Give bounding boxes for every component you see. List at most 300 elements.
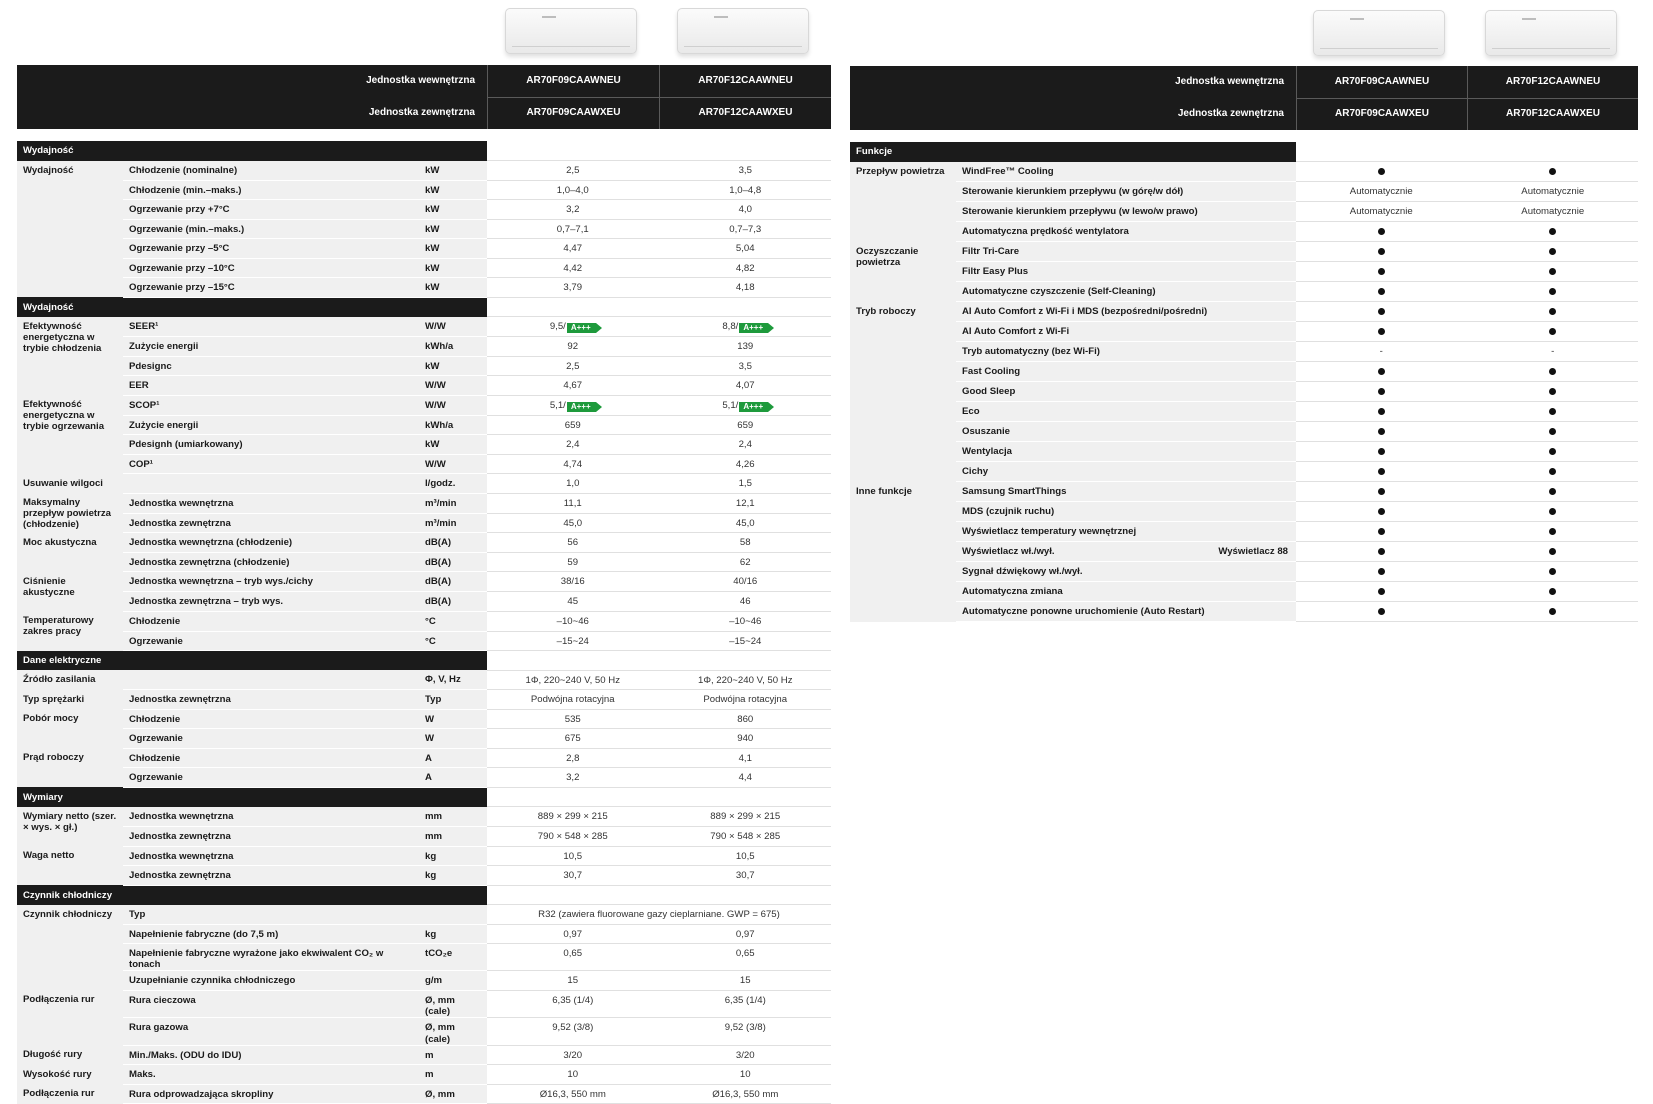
feature-row: [850, 422, 1638, 442]
spec-unit: g/m: [419, 971, 487, 991]
spec-name: Maks.: [123, 1065, 419, 1085]
spec-name: Rura cieczowa: [123, 990, 419, 1017]
feature-label: Automatyczne czyszczenie (Self-Cleaning): [962, 286, 1156, 297]
spec-value-model-2: [659, 239, 831, 259]
spec-group-label: Wydajność: [17, 161, 123, 298]
feature-name: [956, 162, 1296, 182]
spec-value-model-1: [487, 1018, 659, 1045]
available-dot-icon: [1378, 508, 1385, 515]
spec-name: Napełnienie fabryczne (do 7,5 m): [123, 924, 419, 944]
feature-value-model-2: [1467, 462, 1638, 482]
spec-group-label: Wymiary netto (szer. × wys. × gł.): [17, 807, 123, 847]
spec-value: 10,5: [735, 850, 755, 862]
feature-value-model-1: [1296, 282, 1467, 302]
spec-name: Jednostka zewnętrzna: [123, 513, 419, 533]
spec-value: 860: [737, 713, 754, 725]
spec-value: 58: [739, 537, 751, 548]
section-title: Dane elektryczne: [17, 651, 487, 671]
spec-name: Zużycie energii: [123, 337, 419, 357]
spec-unit: [419, 905, 487, 925]
feature-name: [956, 542, 1296, 562]
indoor-model-right-2: AR70F12CAAWNEU: [1467, 66, 1638, 98]
feature-row: [850, 182, 1638, 202]
spec-value: 4,07: [735, 380, 755, 391]
spec-value-model-1: [487, 415, 659, 435]
spec-group-label: Prąd roboczy: [17, 748, 123, 787]
spec-value-model-1: [487, 971, 659, 991]
spec-unit: W/W: [419, 317, 487, 337]
spec-value: 6,35 (1/4): [724, 994, 766, 1006]
spec-value-model-2: [659, 493, 831, 513]
spec-row: [17, 1065, 831, 1085]
feature-value-model-1: [1296, 382, 1467, 402]
feature-label: Automatyczna zmiana: [962, 586, 1063, 597]
feature-row: [850, 222, 1638, 242]
spec-value: 2,4: [738, 439, 752, 450]
available-dot-icon: [1378, 448, 1385, 455]
spec-value-model-2: [659, 990, 831, 1017]
feature-value-model-2: [1467, 502, 1638, 522]
available-dot-icon: [1378, 248, 1385, 255]
spec-value: 790 × 548 × 285: [710, 831, 781, 842]
spec-group-label: Długość rury: [17, 1045, 123, 1065]
feature-value-model-1: [1296, 322, 1467, 342]
feature-value-model-1: [1296, 342, 1467, 362]
spec-name: Typ: [123, 905, 419, 925]
feature-name: [956, 362, 1296, 382]
feature-value-model-2: [1467, 522, 1638, 542]
spec-group-label: Podłączenia rur: [17, 1084, 123, 1104]
feature-row: [850, 442, 1638, 462]
spec-value: 0,65: [735, 948, 755, 959]
spec-value: 0,7–7,3: [729, 223, 762, 235]
spec-value: 12,1: [735, 497, 755, 509]
spec-value: 4,47: [563, 243, 583, 254]
spec-value: 2,5: [566, 360, 580, 372]
spec-value-model-1: [487, 552, 659, 572]
spec-unit: kg: [419, 866, 487, 886]
feature-row: [850, 262, 1638, 282]
feature-name: [956, 182, 1296, 202]
spec-value: 4,67: [563, 380, 583, 391]
spec-value-model-2: [659, 611, 831, 631]
spec-unit: kg: [419, 924, 487, 944]
feature-value: Automatycznie: [1349, 206, 1413, 217]
feature-label: Tryb automatyczny (bez Wi-Fi): [962, 346, 1100, 357]
spec-name: Jednostka wewnętrzna – tryb wys./cichy: [123, 572, 419, 592]
spec-name: Napełnienie fabryczne wyrażone jako ekwiwalent CO₂ w tonach: [123, 944, 419, 971]
spec-row: [17, 611, 831, 631]
spec-row: [17, 709, 831, 729]
feature-label: Filtr Easy Plus: [962, 266, 1029, 277]
spec-value: Podwójna rotacyjna: [703, 694, 788, 705]
spec-value: 30,7: [563, 870, 583, 881]
spec-name: Jednostka zewnętrzna: [123, 690, 419, 710]
spec-value-model-2: [659, 670, 831, 690]
spec-value-model-1: [487, 572, 659, 592]
available-dot-icon: [1378, 408, 1385, 415]
spec-row: [17, 670, 831, 690]
spec-row: [17, 317, 831, 337]
spec-name: Min./Maks. (ODU do IDU): [123, 1045, 419, 1065]
spec-unit: m: [419, 1045, 487, 1065]
spec-value-model-1: [487, 807, 659, 827]
feature-name: [956, 242, 1296, 262]
spec-value-model-1: [487, 768, 659, 788]
spec-value: 3,5: [738, 360, 752, 372]
spec-value: 15: [567, 975, 579, 987]
spec-row: [17, 258, 831, 278]
spec-value-model-2: [659, 161, 831, 181]
spec-row: [17, 971, 831, 991]
spec-name: Chłodzenie (nominalne): [123, 161, 419, 181]
spec-value-model-2: [659, 924, 831, 944]
feature-label: Good Sleep: [962, 386, 1016, 397]
feature-label: MDS (czujnik ruchu): [962, 506, 1055, 517]
spec-name: EER: [123, 376, 419, 396]
spec-value-model-1: [487, 827, 659, 847]
spec-value: 0,97: [735, 928, 755, 940]
spec-value-model-2: [659, 971, 831, 991]
feature-row: [850, 302, 1638, 322]
specifications-table: [17, 141, 831, 1104]
spec-value-model-2: [659, 768, 831, 788]
spec-value: 2,8: [566, 752, 580, 764]
feature-value-model-1: [1296, 462, 1467, 482]
spec-value-model-2: [659, 395, 831, 415]
available-dot-icon: [1378, 308, 1385, 315]
spec-value-model-2: [659, 376, 831, 396]
feature-value-model-1: [1296, 522, 1467, 542]
feature-label: Automatyczne ponowne uruchomienie (Auto Restart): [962, 606, 1205, 617]
spec-row: [17, 533, 831, 553]
spec-name: Jednostka wewnętrzna: [123, 493, 419, 513]
spec-value-model-2: [659, 1018, 831, 1045]
indoor-unit-label: Jednostka wewnętrzna: [366, 75, 475, 86]
spec-name: [123, 474, 419, 494]
spec-value-model-1: [487, 200, 659, 220]
feature-name: [956, 522, 1296, 542]
spec-value-model-1: [487, 454, 659, 474]
spec-row: [17, 474, 831, 494]
spec-value-model-1: [487, 670, 659, 690]
available-dot-icon: [1549, 248, 1556, 255]
spec-name: Ogrzewanie (min.–maks.): [123, 219, 419, 239]
spec-value-model-2: [659, 258, 831, 278]
spec-value-model-1: [487, 1084, 659, 1104]
spec-value-model-2: [659, 866, 831, 886]
feature-label: Sterowanie kierunkiem przepływu (w lewo/w prawo): [962, 206, 1198, 217]
available-dot-icon: [1378, 548, 1385, 555]
spec-value: 4,4: [738, 772, 752, 783]
feature-value-model-2: [1467, 242, 1638, 262]
section-header: [17, 651, 831, 671]
spec-row: [17, 827, 831, 847]
available-dot-icon: [1549, 588, 1556, 595]
spec-value: 4,74: [563, 458, 583, 470]
feature-name: [956, 502, 1296, 522]
spec-unit: °C: [419, 611, 487, 631]
spec-value: 940: [737, 733, 754, 744]
feature-value-model-2: [1467, 182, 1638, 202]
feature-name: [956, 422, 1296, 442]
section-header: [17, 297, 831, 317]
available-dot-icon: [1378, 268, 1385, 275]
spec-row: [17, 807, 831, 827]
spec-value-model-2: [659, 807, 831, 827]
spec-value-model-2: [659, 729, 831, 749]
spec-group-label: Moc akustyczna: [17, 533, 123, 572]
spec-name: COP¹: [123, 454, 419, 474]
spec-value-model-2: [659, 415, 831, 435]
spec-name: Zużycie energii: [123, 415, 419, 435]
spec-value-model-2: [659, 592, 831, 612]
feature-value-model-1: [1296, 582, 1467, 602]
spec-value: Ø16,3, 550 mm: [712, 1088, 779, 1100]
spec-unit: l/godz.: [419, 474, 487, 494]
spec-value-model-2: [659, 827, 831, 847]
spec-value-model-2: [659, 219, 831, 239]
spec-value: 62: [739, 556, 751, 568]
spec-value: 659: [737, 419, 754, 431]
spec-value-model-2: [659, 454, 831, 474]
spec-value: 4,42: [563, 262, 583, 274]
spec-value: 45: [567, 596, 579, 607]
feature-label: WindFree™ Cooling: [962, 165, 1054, 177]
available-dot-icon: [1378, 528, 1385, 535]
spec-unit: m: [419, 1065, 487, 1085]
spec-name: Pdesignc: [123, 356, 419, 376]
spec-value-model-1: [487, 944, 659, 971]
feature-name: [956, 262, 1296, 282]
spec-value-model-2: [659, 474, 831, 494]
spec-row: [17, 1084, 831, 1104]
spec-name: Jednostka wewnętrzna (chłodzenie): [123, 533, 419, 553]
spec-value-model-2: [659, 748, 831, 768]
spec-value: 11,1: [563, 497, 582, 509]
section-header: [17, 787, 831, 807]
feature-name: [956, 302, 1296, 322]
spec-unit: W/W: [419, 395, 487, 415]
feature-name: [956, 382, 1296, 402]
spec-unit: W/W: [419, 376, 487, 396]
spec-row: [17, 592, 831, 612]
spec-row: [17, 866, 831, 886]
feature-value-model-1: [1296, 162, 1467, 182]
energy-class-badge: A+++: [739, 402, 768, 412]
spec-value-model-2: [659, 317, 831, 337]
spec-group-label: Maksymalny przepływ powietrza (chłodzenie): [17, 493, 123, 533]
spec-unit: A: [419, 748, 487, 768]
feature-value-model-2: [1467, 342, 1638, 362]
feature-value-model-1: [1296, 542, 1467, 562]
spec-row: [17, 278, 831, 298]
feature-value-model-1: [1296, 482, 1467, 502]
spec-value-shared: R32 (zawiera fluorowane gazy cieplarniane. GWP = 675): [487, 905, 831, 925]
spec-row: [17, 631, 831, 651]
spec-unit: W: [419, 709, 487, 729]
indoor-model-2: AR70F12CAAWNEU: [659, 65, 831, 97]
spec-value-model-2: [659, 690, 831, 710]
feature-value-model-1: [1296, 402, 1467, 422]
feature-name: [956, 462, 1296, 482]
outdoor-model-2: AR70F12CAAWXEU: [659, 97, 831, 129]
spec-value: –10~46: [556, 615, 589, 627]
spec-unit: mm: [419, 807, 487, 827]
spec-value-model-1: [487, 474, 659, 494]
available-dot-icon: [1549, 468, 1556, 475]
feature-value-model-2: [1467, 422, 1638, 442]
spec-unit: Ø, mm (cale): [419, 990, 487, 1017]
spec-value-model-1: [487, 611, 659, 631]
spec-value-model-2: [659, 944, 831, 971]
spec-value-model-2: [659, 1084, 831, 1104]
energy-class-badge: A+++: [567, 402, 596, 412]
feature-name: [956, 562, 1296, 582]
spec-value-model-1: [487, 709, 659, 729]
feature-value-model-1: [1296, 502, 1467, 522]
spec-value: 38/16: [560, 576, 585, 587]
section-header: [17, 885, 831, 905]
indoor-model-right-1: AR70F09CAAWNEU: [1296, 66, 1467, 98]
spec-row: [17, 161, 831, 181]
spec-value-model-2: [659, 337, 831, 357]
spec-row: [17, 748, 831, 768]
available-dot-icon: [1378, 168, 1385, 175]
available-dot-icon: [1549, 548, 1556, 555]
feature-group-label: Tryb roboczy: [850, 302, 956, 482]
spec-group-label: Temperaturowy zakres pracy: [17, 611, 123, 651]
feature-row: [850, 602, 1638, 622]
spec-value: 535: [564, 713, 581, 725]
spec-name: SEER¹: [123, 317, 419, 337]
feature-value-model-1: [1296, 562, 1467, 582]
feature-value-model-1: [1296, 182, 1467, 202]
feature-value-model-2: [1467, 482, 1638, 502]
available-dot-icon: [1549, 288, 1556, 295]
feature-row: [850, 402, 1638, 422]
feature-name: [956, 342, 1296, 362]
spec-value-model-2: [659, 1065, 831, 1085]
spec-unit: kW: [419, 278, 487, 298]
available-dot-icon: [1378, 588, 1385, 595]
spec-row: [17, 200, 831, 220]
available-dot-icon: [1549, 528, 1556, 535]
indoor-unit-image-2: [677, 8, 809, 54]
feature-name: [956, 582, 1296, 602]
section-title: Czynnik chłodniczy: [17, 885, 487, 905]
spec-value-model-1: [487, 533, 659, 553]
spec-unit: Φ, V, Hz: [419, 670, 487, 690]
feature-group-label: Inne funkcje: [850, 482, 956, 622]
spec-name: Ogrzewanie: [123, 729, 419, 749]
spec-value-model-2: [659, 356, 831, 376]
spec-unit: W/W: [419, 454, 487, 474]
feature-value-model-2: [1467, 202, 1638, 222]
spec-value: 5,1/: [722, 399, 739, 411]
spec-name: Jednostka zewnętrzna: [123, 827, 419, 847]
spec-unit: kWh/a: [419, 337, 487, 357]
spec-value: 0,97: [563, 928, 583, 940]
spec-value: –10~46: [729, 615, 762, 627]
feature-name: [956, 402, 1296, 422]
spec-value: 9,52 (3/8): [552, 1022, 594, 1034]
spec-unit: m³/min: [419, 513, 487, 533]
spec-value: 59: [567, 556, 579, 568]
spec-value: 889 × 299 × 215: [710, 811, 781, 822]
spec-value-model-1: [487, 729, 659, 749]
available-dot-icon: [1549, 168, 1556, 175]
spec-value: 56: [567, 537, 579, 548]
spec-value-model-1: [487, 376, 659, 396]
available-dot-icon: [1549, 608, 1556, 615]
outdoor-model-1: AR70F09CAAWXEU: [487, 97, 659, 129]
available-dot-icon: [1549, 328, 1556, 335]
feature-value-model-1: [1296, 602, 1467, 622]
feature-value-model-1: [1296, 422, 1467, 442]
feature-value: Automatycznie: [1349, 186, 1413, 197]
spec-row: [17, 180, 831, 200]
spec-value: 1,5: [738, 478, 752, 489]
spec-group-label: Podłączenia rur: [17, 990, 123, 1045]
feature-value-model-2: [1467, 402, 1638, 422]
spec-value: 9,5/: [549, 321, 566, 332]
spec-value-model-1: [487, 866, 659, 886]
outdoor-model-right-1: AR70F09CAAWXEU: [1296, 98, 1467, 130]
feature-value-model-2: [1467, 302, 1638, 322]
indoor-unit-image-4: [1485, 10, 1617, 56]
spec-group-label: Pobór mocy: [17, 709, 123, 748]
spec-name: Ogrzewanie: [123, 768, 419, 788]
spec-unit: dB(A): [419, 533, 487, 553]
spec-value-model-1: [487, 317, 659, 337]
feature-label: AI Auto Comfort z Wi-Fi i MDS (bezpośredni/pośredni): [962, 306, 1208, 317]
spec-value-model-1: [487, 219, 659, 239]
indoor-unit-label-right: Jednostka wewnętrzna: [1175, 76, 1284, 87]
feature-row: [850, 462, 1638, 482]
feature-value-model-1: [1296, 222, 1467, 242]
spec-unit: kW: [419, 161, 487, 181]
spec-value: 45,0: [735, 517, 755, 529]
feature-row: [850, 282, 1638, 302]
spec-value-model-1: [487, 513, 659, 533]
spec-name: SCOP¹: [123, 395, 419, 415]
spec-value: 4,18: [735, 282, 755, 293]
spec-row: [17, 239, 831, 259]
spec-value-model-1: [487, 356, 659, 376]
spec-value: –15~24: [729, 635, 762, 647]
spec-value: 2,4: [566, 439, 580, 450]
spec-row: [17, 493, 831, 513]
feature-value-model-1: [1296, 202, 1467, 222]
feature-label: Osuszanie: [962, 426, 1010, 437]
feature-row: [850, 162, 1638, 182]
available-dot-icon: [1549, 308, 1556, 315]
feature-value-model-2: [1467, 382, 1638, 402]
energy-class-badge: A+++: [567, 323, 596, 333]
spec-name: Ogrzewanie: [123, 631, 419, 651]
spec-row: [17, 924, 831, 944]
spec-group-label: Źródło zasilania: [17, 670, 123, 690]
feature-label: AI Auto Comfort z Wi-Fi: [962, 326, 1070, 337]
available-dot-icon: [1549, 488, 1556, 495]
spec-name: Chłodzenie: [123, 611, 419, 631]
feature-name: [956, 202, 1296, 222]
spec-group-label: Wysokość rury: [17, 1065, 123, 1085]
spec-value-model-2: [659, 513, 831, 533]
available-dot-icon: [1378, 608, 1385, 615]
feature-row: [850, 542, 1638, 562]
